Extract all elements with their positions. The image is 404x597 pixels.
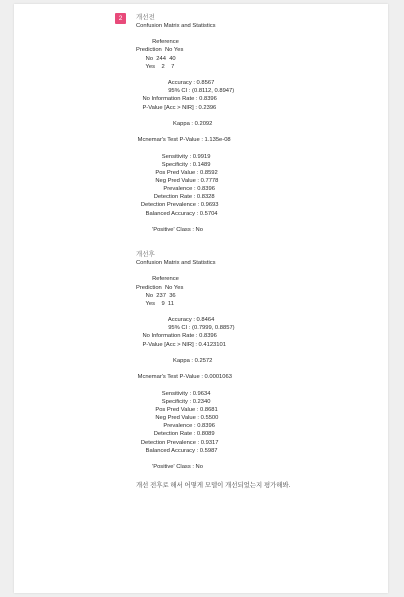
- section-title-after: 개선후: [136, 251, 155, 259]
- confusion-matrix-output-after: Confusion Matrix and Statistics Reference Prediction No Yes No 237 36 Yes 9 11 Accuracy : 0.8464 95% CI : (0.7999, 0.8857) No Information Rate : 0.8396 P-Value [Acc > NIR] : 0.4123101 Kappa : 0.2572 Mcnemar's Test P-Value : 0.0001063 Sensitivity : 0.9634 Specificity : 0.2340 Pos Pred Value : 0.8681 Neg Pred Value : 0.5500 Prevalence : 0.8396 Detection Rate : 0.8089 Detection Prevalence : 0.9317 Balanced Accuracy : 0.5987 'Positive' Class : No: [136, 260, 235, 470]
- step-badge: 2: [115, 13, 126, 24]
- section-before: [136, 13, 386, 234]
- confusion-matrix-output-before: Confusion Matrix and Statistics Reference Prediction No Yes No 244 40 Yes 2 7 Accuracy : 0.8567 95% CI : (0.8112, 0.8947) No Information Rate : 0.8396 P-Value [Acc > NIR] : 0.2396 Kappa : 0.2092 Mcnemar's Test P-Value : 1.135e-08 Sensitivity : 0.9919 Specificity : 0.1489 Pos Pred Value : 0.8592 Neg Pred Value : 0.7778 Prevalence : 0.8396 Detection Rate : 0.8328 Detection Prevalence : 0.9693 Balanced Accuracy : 0.5704 'Positive' Class : No: [136, 23, 235, 233]
- document-page: [14, 4, 388, 593]
- evaluation-note: 개선 전후로 해서 어떻게 모델이 개선되었는지 평가해봐.: [136, 482, 291, 490]
- section-title-before: 개선전: [136, 14, 155, 21]
- section-after: [136, 250, 386, 471]
- document-content: [136, 13, 386, 490]
